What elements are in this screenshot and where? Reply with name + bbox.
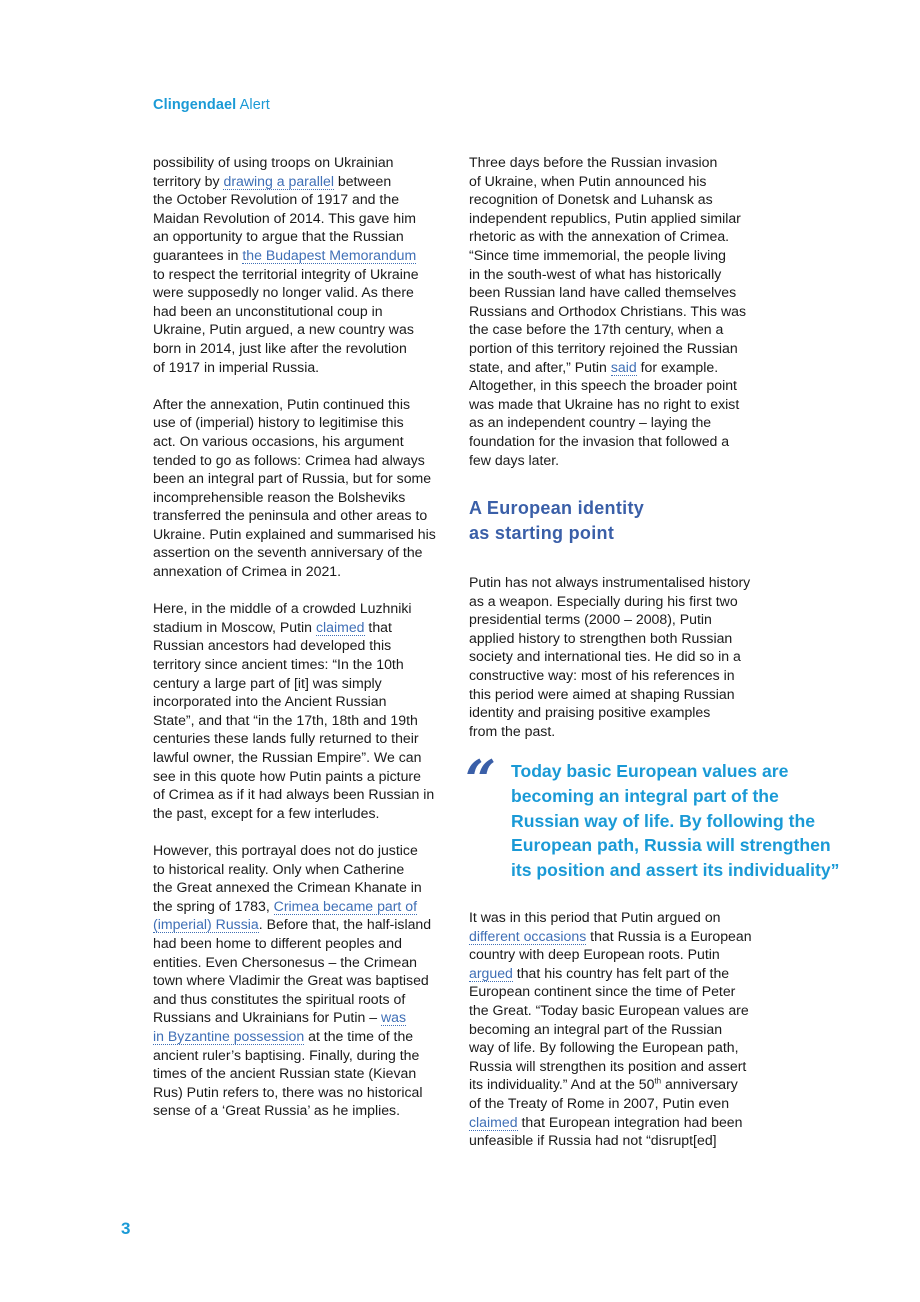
text-run: possibility of using troops on Ukrainian territory by (153, 154, 394, 189)
text-run: that Russia is a European country with deep European roots. Putin (469, 927, 752, 963)
text-run: that his country has felt part of the European continent since the time of Peter the Great. “Today basic European values are becoming an integral part of the Russian way of life. By following the European path, Russia will strengthen its position and assert its individuality.” And at the 50 (469, 964, 749, 1093)
left-paragraph-2: After the annexation, Putin continued this use of (imperial) history to legitimise this act. On various occasions, his argument tended to go as follows: Crimea had always been an integral part of Russia, but for some incomprehensible reason the Bolsheviks transferred the peninsula and other areas to Ukraine. Putin explained and summarised his assertion on the seventh anniversary of the annexation of Crimea in 2021. (153, 395, 436, 580)
text-run: at the time of the ancient ruler’s baptising. Finally, during the times of the ancient Russian state (Kievan Rus) Putin refers to, there was no historical sense of a ‘Great Russia’ as he implies. (153, 1027, 423, 1119)
superscript-th: th (654, 1076, 662, 1086)
header-brand: Clingendael (153, 97, 237, 113)
link-crimea-became-part[interactable]: Crimea became part of (imperial) Russia (153, 897, 418, 933)
right-paragraph-3 (469, 908, 769, 1150)
text-run: However, this portrayal does not do justice to historical reality. Only when Catherine the Great annexed the Crimean Khanate in the spring of 1783, (153, 841, 422, 914)
text-run: to respect the territorial integrity of Ukraine were supposedly no longer valid. As there had been an unconstitutional coup in Ukraine, Putin argued, a new country was born in 2014, just like after the revolution of 1917 in imperial Russia. (153, 265, 419, 375)
section-heading: A European identity as starting point (469, 498, 645, 544)
left-paragraph-4 (153, 841, 453, 1120)
right-paragraph-1 (469, 153, 769, 469)
link-drawing-a-parallel[interactable]: drawing a parallel (223, 172, 334, 189)
link-argued[interactable]: argued (469, 964, 513, 981)
text-run: Here, in the middle of a crowded Luzhniki stadium in Moscow, Putin (153, 600, 412, 635)
text-run: that Russian ancestors had developed this territory since ancient times: “In the 10th century a large part of [it] was simply incorporated into the Ancient Russian State”, and that “in the 17th, 18th and 19th centuries these lands fully returned to their lawful owner, the Russian Empire”. We can see in this quote how Putin paints a picture of Crimea as if it had always been Russian in the past, except for a few interludes. (153, 618, 435, 821)
left-paragraph-3 (153, 599, 453, 822)
right-paragraph-2: Putin has not always instrumentalised history as a weapon. Especially during his first two presidential terms (2000 – 2008), Putin applied history to strengthen both Russian society and international ties. He did so in a constructive way: most of his references in this period were aimed at shaping Russian identity and praising positive examples from the past. (469, 574, 751, 739)
text-run: anniversary of the Treaty of Rome in 2007, Putin even (469, 1076, 738, 1111)
left-paragraph-1 (153, 153, 453, 376)
pull-quote-text: Today basic European values are becoming an integral part of the Russian way of life. By following the European path, Russia will strengthen its position and assert its individuality” (511, 761, 840, 881)
text-run: for example. Altogether, in this speech the broader point was made that Ukraine has no right to exist as an independent country – laying the foundation for the invasion that followed a few days later. (469, 358, 740, 468)
text-run: between the October Revolution of 1917 and the Maidan Revolution of 2014. This gave him an opportunity to argue that the Russian guarantees in (153, 172, 416, 263)
text-run: Three days before the Russian invasion of Ukraine, when Putin announced his recognition of Donetsk and Luhansk as independent republics, Putin applied similar rhetoric as with the annexation of Crimea. “Since time immemorial, the people living in the south-west of what has historically been Russian land have called themselves Russians and Orthodox Christians. This was the case before the 17th century, when a portion of this territory rejoined the Russian state, and after,” Putin (469, 154, 747, 375)
link-said[interactable]: said (610, 358, 637, 375)
running-header (153, 97, 270, 113)
page-number: 3 (121, 1219, 131, 1238)
text-run: that European integration had been unfeasible if Russia had not “disrupt[ed] (469, 1113, 743, 1149)
link-byzantine-possession[interactable]: was in Byzantine possession (153, 1009, 407, 1044)
link-claimed-2[interactable]: claimed (469, 1113, 518, 1130)
text-run: . Before that, the half-island had been home to different peoples and entities. Even Chersonesus – the Crimean town where Vladimir the Great was baptised and thus constitutes the spiritual roots of Russians and Ukrainians for Putin – (153, 916, 432, 1026)
left-column (153, 153, 453, 1138)
right-column (465, 153, 840, 1168)
link-different-occasions[interactable]: different occasions (469, 927, 587, 944)
link-claimed[interactable]: claimed (315, 618, 365, 635)
header-series: Alert (239, 97, 270, 113)
pull-quote (465, 748, 840, 883)
link-budapest-memorandum[interactable]: the Budapest Memorandum (242, 246, 417, 263)
text-run: It was in this period that Putin argued on (469, 909, 721, 926)
quote-mark-icon: “ (465, 748, 497, 813)
